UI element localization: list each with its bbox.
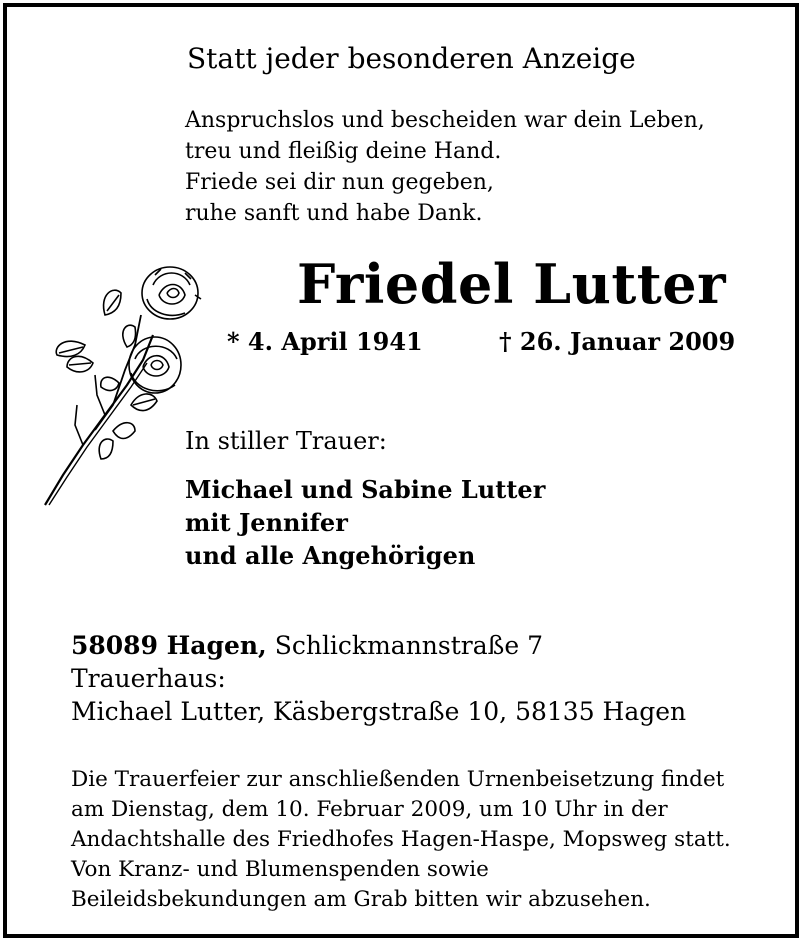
poem xyxy=(185,105,705,229)
house-address: Michael Lutter, Käsbergstraße 10, 58135 Hagen xyxy=(71,697,687,726)
poem-line: treu und fleißig deine Hand. xyxy=(185,139,502,164)
address-city: 58089 Hagen, xyxy=(71,631,267,660)
address-block xyxy=(71,629,686,728)
poem-line: ruhe sanft und habe Dank. xyxy=(185,201,483,226)
deceased-name: Friedel Lutter xyxy=(297,252,727,316)
service-line: am Dienstag, dem 10. Februar 2009, um 10 Uhr in der xyxy=(71,797,668,822)
birth-date: * 4. April 1941 xyxy=(227,327,423,356)
death-date: † 26. Januar 2009 xyxy=(499,327,736,356)
service-line: Die Trauerfeier zur anschließenden Urnenbeisetzung findet xyxy=(71,767,725,792)
obituary-notice xyxy=(3,3,799,938)
mourners xyxy=(185,473,545,572)
rose-illustration-icon xyxy=(35,255,205,510)
service-line: Beileidsbekundungen am Grab bitten wir abzusehen. xyxy=(71,887,651,912)
house-label: Trauerhaus: xyxy=(71,664,226,693)
mourner-line: und alle Angehörigen xyxy=(185,541,476,570)
mourning-label: In stiller Trauer: xyxy=(185,427,387,455)
intro-line: Statt jeder besonderen Anzeige xyxy=(187,42,636,75)
mourner-line: Michael und Sabine Lutter xyxy=(185,475,546,504)
service-line: Von Kranz- und Blumenspenden sowie xyxy=(71,857,489,882)
service-info xyxy=(71,765,731,915)
poem-line: Anspruchslos und bescheiden war dein Leben, xyxy=(185,108,705,133)
address-line xyxy=(71,629,686,662)
mourner-line: mit Jennifer xyxy=(185,508,348,537)
service-line: Andachtshalle des Friedhofes Hagen-Haspe, Mopsweg statt. xyxy=(71,827,731,852)
address-street: Schlickmannstraße 7 xyxy=(266,631,543,660)
poem-line: Friede sei dir nun gegeben, xyxy=(185,170,494,195)
